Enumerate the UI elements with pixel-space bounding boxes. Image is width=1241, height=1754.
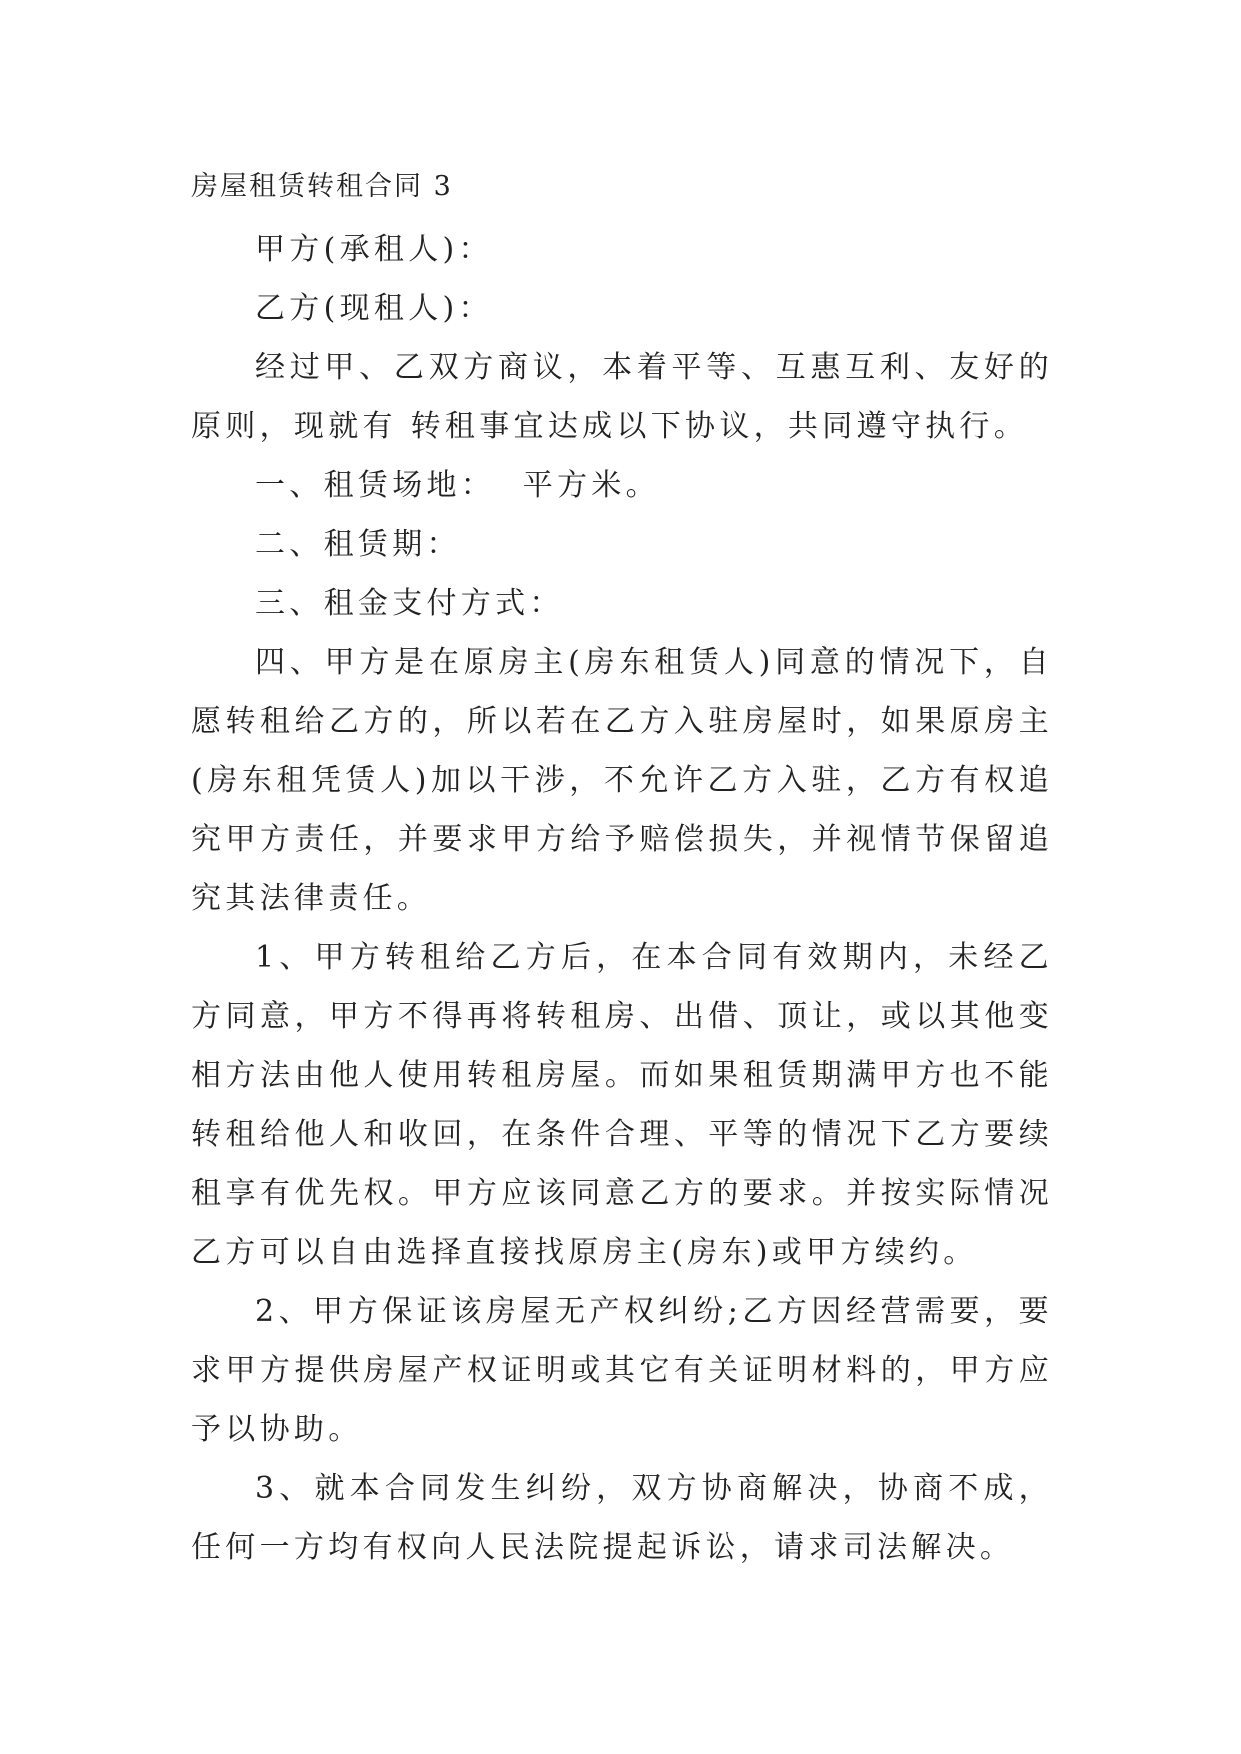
- sub-clause-2: 2、甲方保证该房屋无产权纠纷;乙方因经营需要，要求甲方提供房屋产权证明或其它有关证明材料的，甲方应予以协助。: [191, 1294, 1053, 1447]
- party-a-line: 甲方(承租人)：: [255, 232, 493, 267]
- document-body: [191, 160, 1053, 1577]
- clause-1-venue: 一、租赁场地： 平方米。: [255, 468, 660, 503]
- sub-clause-1: 1、甲方转租给乙方后，在本合同有效期内，未经乙方同意，甲方不得再将转租房、出借、顶让，或以其他变相方法由他人使用转租房屋。而如果租赁期满甲方也不能转租给他人和收回，在条件合理、平等的情况下乙方要续租享有优先权。甲方应该同意乙方的要求。并按实际情况乙方可以自由选择直接找原房主(房东)或甲方续约。: [191, 940, 1053, 1270]
- clause-3-payment: 三、租金支付方式：: [255, 586, 564, 621]
- preamble-paragraph: 经过甲、乙双方商议，本着平等、互惠互利、友好的原则，现就有 转租事宜达成以下协议，共同遵守执行。: [191, 350, 1053, 444]
- clause-4-consent: 四、甲方是在原房主(房东租赁人)同意的情况下，自愿转租给乙方的，所以若在乙方入驻房屋时，如果原房主(房东租凭赁人)加以干涉，不允许乙方入驻，乙方有权追究甲方责任，并要求甲方给予赔偿损失，并视情节保留追究其法律责任。: [191, 645, 1053, 916]
- document-title: 房屋租赁转租合同 3: [191, 171, 453, 202]
- clause-2-term: 二、租赁期：: [255, 527, 461, 562]
- party-b-line: 乙方(现租人)：: [255, 291, 493, 326]
- sub-clause-3: 3、就本合同发生纠纷，双方协商解决，协商不成，任何一方均有权向人民法院提起诉讼，请求司法解决。: [191, 1471, 1053, 1565]
